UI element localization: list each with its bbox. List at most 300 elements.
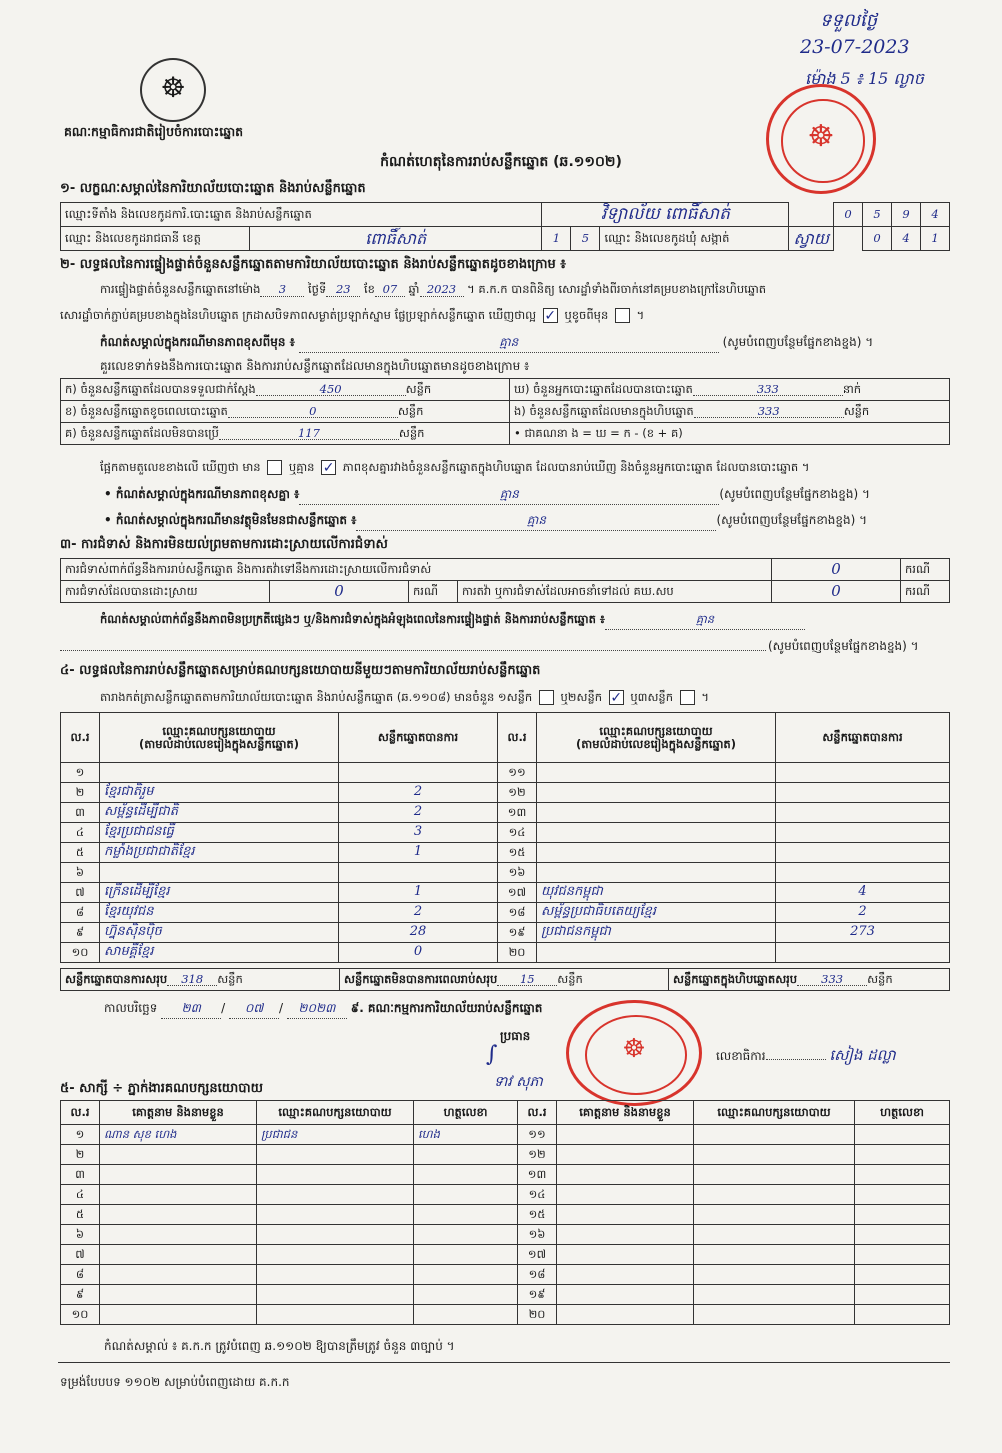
s4-opt2: ឬ២សន្លឹក	[560, 690, 603, 704]
party-cell-votes	[776, 863, 950, 883]
p6-label: • កំណត់សម្គាល់ក្នុងករណីមានភាពខុសគ្នា ៖	[104, 487, 300, 501]
witness-cell-no: ៥	[61, 1205, 100, 1225]
witness-cell-name	[100, 1145, 257, 1165]
witness-cell-sign	[855, 1125, 950, 1145]
unit-case: ករណី	[901, 581, 950, 603]
party-row	[61, 763, 950, 783]
witness-cell-no: ១២	[518, 1145, 557, 1165]
unit-sheet: សន្លឹក	[405, 381, 432, 396]
witness-cell-name	[100, 1205, 257, 1225]
count-row-kh	[61, 401, 510, 423]
w-col-no: ល.រ	[61, 1101, 100, 1125]
total-invalid-value: 15	[497, 973, 557, 987]
w-col-party: ឈ្មោះគណបក្សនយោបាយ	[694, 1101, 855, 1125]
witness-cell-party	[257, 1205, 414, 1225]
party-rows	[61, 763, 950, 963]
p5-text-a: ផ្អែកតាមតួលេខខាងលើ ឃើញថា មាន	[100, 460, 261, 474]
y-label: ឃ) ចំនួនអ្នកបោះឆ្នោតដែលបានបោះឆ្នោត	[514, 381, 693, 396]
witness-row	[61, 1285, 950, 1305]
witness-row	[61, 1225, 950, 1245]
p1-hour: 3	[260, 282, 304, 297]
witness-row	[61, 1185, 950, 1205]
witness-rows	[61, 1125, 950, 1325]
witness-row	[61, 1145, 950, 1165]
section5-title: ៥- សាក្សី ÷ ភ្នាក់ងារគណបក្សនយោបាយ	[60, 1081, 263, 1096]
p7-note: (សូមបំពេញបន្ថែមផ្នែកខាងខ្នង) ។	[716, 513, 868, 527]
party-cell-party: ក្រើនដើម្បីខ្មែរ	[100, 883, 339, 903]
witness-table	[60, 1100, 950, 1325]
witness-cell-name	[557, 1265, 694, 1285]
received-note: ទទួលថ្ងៃ	[820, 10, 878, 31]
witness-cell-no: ៧	[61, 1245, 100, 1265]
party-cell-party: សម្ព័ន្ធប្រជាធិបតេយ្យខ្មែរ	[537, 903, 776, 923]
party-cell-party: ខ្មែរប្រជាជនធ្វើ	[100, 823, 339, 843]
p1-day: 23	[326, 282, 360, 297]
objection-label: ការជំទាស់ពាក់ព័ន្ធនឹងការរាប់សន្លឹកឆ្នោត និងការតវ៉ាទៅនឹងការដោះស្រាយលើការជំទាស់	[61, 559, 772, 581]
witness-cell-sign	[414, 1285, 518, 1305]
party-row	[61, 783, 950, 803]
code-digit: 4	[921, 203, 950, 227]
col-party-title: ឈ្មោះគណបក្សនយោបាយ	[599, 723, 713, 738]
party-cell-votes	[339, 863, 498, 883]
total-invalid-label: សន្លឹកឆ្នោតមិនបានការពេលរាប់សរុប	[344, 971, 498, 986]
witness-cell-sign	[855, 1165, 950, 1185]
party-cell-votes: 3	[339, 823, 498, 843]
party-cell-party: ខ្មែរយុវជន	[100, 903, 339, 923]
k-label: ក) ចំនួនសន្លឹកឆ្នោតដែលបានទទួលជាក់ស្តែង	[65, 381, 256, 396]
w-col-no: ល.រ	[518, 1101, 557, 1125]
unit-sheet: សន្លឹក	[557, 971, 583, 986]
party-cell-no: ១៣	[498, 803, 537, 823]
code-digit: 1	[921, 227, 950, 251]
section3-title: ៣- ការជំទាស់ និងការមិនយល់ព្រមតាមការដោះស្រាយលើការជំទាស់	[60, 537, 388, 552]
witness-cell-sign	[855, 1285, 950, 1305]
witness-cell-sign	[414, 1145, 518, 1165]
w-col-party: ឈ្មោះគណបក្សនយោបាយ	[257, 1101, 414, 1125]
damaged-checkbox[interactable]	[615, 308, 630, 323]
appeal-label: ការតវ៉ា ឬការជំទាស់ដែលអាចនាំទៅដល់ គឃ.សប	[458, 581, 772, 603]
s3-label: កំណត់សម្គាល់ពាក់ព័ន្ធនឹងភាពមិនប្រក្រតីផ្សេងៗ ឬ/និងការជំទាស់ក្នុងអំឡុងពេលនៃការផ្ទៀងផ្ទាត់ និងការរាប់សន្លឹកឆ្នោត ៖	[100, 612, 605, 626]
party-cell-party	[537, 843, 776, 863]
official-stamp-top: ☸	[766, 84, 876, 194]
s3-value: គ្មាន	[605, 612, 805, 630]
witness-cell-no: ១៧	[518, 1245, 557, 1265]
section3-note: (សូមបំពេញបន្ថែមផ្នែកខាងខ្នង) ។	[768, 639, 919, 653]
ng-label: ង) ចំនួនសន្លឹកឆ្នោតដែលមានក្នុងហិបឆ្នោត	[514, 403, 694, 418]
col-party-title: ឈ្មោះគណបក្សនយោបាយ	[162, 723, 276, 738]
three-sheets-checkbox[interactable]	[680, 690, 695, 705]
unit-sheet: សន្លឹក	[217, 971, 243, 986]
party-cell-votes: 1	[339, 883, 498, 903]
party-row	[61, 843, 950, 863]
party-cell-party: កម្លាំងប្រជាជាតិខ្មែរ	[100, 843, 339, 863]
party-cell-votes	[776, 783, 950, 803]
p6-value: គ្មាន	[299, 486, 719, 505]
date-day: ២៣	[161, 1000, 221, 1019]
party-cell-votes: 2	[339, 903, 498, 923]
code-digit: 1	[542, 227, 571, 251]
witness-cell-party	[257, 1225, 414, 1245]
col-no: ល.រ	[498, 713, 537, 763]
witness-cell-sign	[855, 1225, 950, 1245]
party-row	[61, 943, 950, 963]
party-cell-votes	[776, 803, 950, 823]
witness-cell-party	[694, 1125, 855, 1145]
section2-paragraph5	[100, 460, 960, 477]
party-cell-party	[537, 863, 776, 883]
party-cell-no: ១៥	[498, 843, 537, 863]
p7-label: • កំណត់សម្គាល់ក្នុងករណីមានវត្ថុមិនមែនជាសន្លឹកឆ្នោត ៖	[104, 513, 357, 527]
g-label: គ) ចំនួនសន្លឹកឆ្នោតដែលមិនបានប្រើ	[65, 425, 219, 440]
party-cell-votes: 2	[339, 783, 498, 803]
total-box-label: សន្លឹកឆ្នោតក្នុងហិបឆ្នោតសរុប	[673, 971, 798, 986]
good-checkbox[interactable]: ✓	[544, 308, 557, 324]
col-party-sub: (តាមលំដាប់លេខរៀងក្នុងសន្លឹកឆ្នោត)	[576, 736, 736, 751]
party-cell-party: សម្ព័ន្ធដើម្បីជាតិ	[100, 803, 339, 823]
p3-note: (សូមបំពេញបន្ថែមផ្នែកខាងខ្នង) ។	[722, 335, 874, 349]
section4-title: ៤- លទ្ធផលនៃការរាប់សន្លឹកឆ្នោតសម្រាប់គណបក្សនយោបាយនីមួយៗតាមការិយាល័យរាប់សន្លឹកឆ្នោត	[60, 663, 541, 678]
witness-cell-sign	[855, 1265, 950, 1285]
witness-cell-party	[257, 1265, 414, 1285]
party-cell-votes: 4	[776, 883, 950, 903]
witness-cell-party	[694, 1205, 855, 1225]
witness-cell-party	[257, 1245, 414, 1265]
code-digit: 0	[834, 203, 863, 227]
p6-note: (សូមបំពេញបន្ថែមផ្នែកខាងខ្នង) ។	[719, 487, 870, 501]
witness-cell-sign	[855, 1205, 950, 1225]
date-label: កាលបរិច្ឆេទ	[104, 1001, 158, 1015]
party-row	[61, 863, 950, 883]
party-cell-no: ១៦	[498, 863, 537, 883]
chair-name: ទាវ សុភា	[494, 1074, 543, 1090]
section2-paragraph6	[104, 486, 870, 505]
w-col-name: គោត្តនាម និងនាមខ្លួន	[100, 1101, 257, 1125]
party-cell-no: ១០	[61, 943, 100, 963]
p1-text-b: ថ្ងៃទី	[308, 282, 327, 296]
unit-sheet: សន្លឹក	[867, 971, 893, 986]
party-cell-votes: 28	[339, 923, 498, 943]
party-cell-votes: 2	[776, 903, 950, 923]
witness-cell-party	[694, 1185, 855, 1205]
witness-row	[61, 1305, 950, 1325]
party-cell-no: ១៨	[498, 903, 537, 923]
witness-cell-party: ប្រជាជន	[257, 1125, 414, 1145]
witness-cell-name	[100, 1165, 257, 1185]
party-cell-no: ១	[61, 763, 100, 783]
party-cell-no: ៣	[61, 803, 100, 823]
p5-text-b: ឬគ្មាន	[288, 460, 315, 474]
party-cell-no: ៦	[61, 863, 100, 883]
unit-sheet: សន្លឹក	[397, 403, 424, 418]
p2-text: សោរដ្ឋាំចាក់ភ្ជាប់គម្របខាងក្នុងនៃហិបឆ្នោត ក្រដាសបិទភាពសម្ងាត់ប្រឡាក់ស្នាម ផ្លែប្រឡាក់សន្លឹកឆ្នោត ឃើញថាល្អ	[60, 308, 537, 322]
page-title: កំណត់ហេតុនៃការរាប់សន្លឹកឆ្នោត (ឆ.១១០២)	[380, 154, 622, 170]
section1-row2-label-b: ឈ្មោះ និងលេខកូដឃុំ សង្កាត់	[600, 227, 789, 251]
witness-cell-party	[694, 1285, 855, 1305]
code-digit: 4	[892, 227, 921, 251]
section3-dotline	[60, 650, 766, 651]
secretary-label: លេខាធិការ	[716, 1049, 766, 1063]
count-row-ng	[510, 401, 950, 423]
secretary	[716, 1046, 896, 1068]
p1-text-e: ។ គ.ក.ក បានពិនិត្យ សោរដ្ឋាំទាំងពីរចាក់នៅគម្របខាងក្រៅនៃហិបឆ្នោត	[467, 282, 767, 296]
witness-cell-sign	[855, 1245, 950, 1265]
date-year: ២០២៣	[287, 1000, 347, 1019]
witness-cell-no: ៤	[61, 1185, 100, 1205]
party-cell-party	[537, 823, 776, 843]
witness-cell-name	[557, 1185, 694, 1205]
section2-paragraph1	[100, 282, 960, 299]
col-votes: សន្លឹកឆ្នោតបានការ	[776, 713, 950, 763]
witness-cell-name	[557, 1285, 694, 1305]
section1-row1-label: ឈ្មោះទីតាំង និងលេខកូដការិ.បោះឆ្នោត និងរាប់សន្លឹកឆ្នោត	[61, 203, 542, 227]
witness-cell-name	[100, 1265, 257, 1285]
code-digit: 5	[571, 227, 600, 251]
witness-cell-name: ណាន សុខ ហេង	[100, 1125, 257, 1145]
party-row	[61, 803, 950, 823]
witness-cell-no: ២	[61, 1145, 100, 1165]
footer-divider	[58, 1362, 950, 1363]
witness-row	[61, 1245, 950, 1265]
section1-row2-value: ពោធិ៍សាត់	[250, 227, 542, 251]
party-cell-party	[537, 783, 776, 803]
col-party	[537, 713, 776, 763]
p1-text-a: ការផ្ទៀងផ្ទាត់ចំនួនសន្លឹកឆ្នោតនៅម៉ោង	[100, 282, 261, 296]
ng-value: 333	[694, 405, 844, 419]
witness-cell-name	[557, 1245, 694, 1265]
col-party	[100, 713, 339, 763]
party-results-table	[60, 712, 950, 963]
count-row-k	[61, 379, 510, 401]
section1-table	[60, 202, 950, 251]
witness-cell-no: ២០	[518, 1305, 557, 1325]
witness-cell-no: ៣	[61, 1165, 100, 1185]
witness-cell-party	[694, 1225, 855, 1245]
section3-table	[60, 558, 950, 603]
witness-row	[61, 1265, 950, 1285]
witness-cell-party	[694, 1305, 855, 1325]
count-row-y	[510, 379, 950, 401]
witness-cell-no: ១០	[61, 1305, 100, 1325]
received-date: 23-07-2023	[800, 36, 910, 58]
party-cell-votes: 2	[339, 803, 498, 823]
total-invalid	[340, 969, 669, 991]
section2-counts-table	[60, 378, 950, 445]
witness-cell-party	[694, 1265, 855, 1285]
unit-sheet: សន្លឹក	[843, 403, 870, 418]
witness-cell-sign	[855, 1185, 950, 1205]
party-cell-party: យុវជនកម្ពុជា	[537, 883, 776, 903]
k-value: 450	[256, 383, 406, 397]
section1-title: ១- លក្ខណៈសម្គាល់នៃការិយាល័យបោះឆ្នោត និងរាប់សន្លឹកឆ្នោត	[60, 181, 366, 196]
footnote: កំណត់សម្គាល់ ៖ គ.ក.ក ត្រូវបំពេញ ឆ.១១០២ ឱ្យបានត្រឹមត្រូវ ចំនួន ៣ច្បាប់ ។	[104, 1339, 455, 1353]
party-cell-no: ១៧	[498, 883, 537, 903]
witness-cell-no: ៩	[61, 1285, 100, 1305]
witness-cell-name	[100, 1225, 257, 1245]
one-sheet-checkbox[interactable]	[539, 690, 554, 705]
section2-paragraph2: សោរដ្ឋាំចាក់ភ្ជាប់គម្របខាងក្នុងនៃហិបឆ្នោត ក្រដាសបិទភាពសម្ងាត់ប្រឡាក់ស្នាម ផ្លែប្រឡាក់សន្លឹកឆ្នោត ឃើញថាល្អ ✓ ឬខូចពីមុន ។	[60, 308, 645, 324]
total-box	[669, 969, 950, 991]
witness-cell-no: ១	[61, 1125, 100, 1145]
p5-text-c: ភាពខុសគ្នារវាងចំនួនសន្លឹកឆ្នោតក្នុងហិបឆ្នោត ដែលបានរាប់ឃើញ និងចំនួនអ្នកបោះឆ្នោត ដែលបានបោះឆ្នោត ។	[342, 460, 810, 474]
date-suffix: ៩. គណៈកម្មការការិយាល័យរាប់សន្លឹកឆ្នោត	[350, 1001, 543, 1015]
witness-cell-name	[100, 1185, 257, 1205]
witness-cell-sign	[414, 1265, 518, 1285]
witness-cell-name	[557, 1305, 694, 1325]
witness-cell-no: ១៤	[518, 1185, 557, 1205]
resolved-value: 0	[270, 581, 409, 603]
witness-cell-party	[694, 1165, 855, 1185]
y-value: 333	[693, 383, 843, 397]
party-row	[61, 823, 950, 843]
col-party-sub: (តាមលំដាប់លេខរៀងក្នុងសន្លឹកឆ្នោត)	[139, 736, 299, 751]
objection-value: 0	[772, 559, 901, 581]
party-row	[61, 923, 950, 943]
party-cell-no: ២	[61, 783, 100, 803]
witness-cell-no: ១៨	[518, 1265, 557, 1285]
witness-cell-party	[257, 1145, 414, 1165]
has-difference-checkbox[interactable]	[267, 460, 282, 475]
party-cell-party	[537, 763, 776, 783]
section4-intro: តារាងកត់ត្រាសន្លឹកឆ្នោតតាមការិយាល័យបោះឆ្នោត និងរាប់សន្លឹកឆ្នោត (ឆ.១១០៨) មានចំនួន ១សន្លឹក ឬ២សន្លឹក ✓ ឬ៣សន្លឹក ។	[100, 690, 709, 706]
section1-row1-value: វិទ្យាល័យ ពោធិ៍សាត់	[542, 203, 789, 227]
section2-title: ២- លទ្ធផលនៃការផ្ទៀងផ្ទាត់ចំនួនសន្លឹកឆ្នោតតាមការិយាល័យបោះឆ្នោត និងរាប់សន្លឹកឆ្នោតដូចខាងក្រោម ៖	[60, 257, 566, 272]
chair-label: ប្រធាន	[500, 1029, 531, 1043]
chair-signature-icon: ∫	[486, 1042, 498, 1067]
witness-cell-no: ៦	[61, 1225, 100, 1245]
p3-label: កំណត់សម្គាល់ក្នុងករណីមានភាពខុសពីមុន ៖	[100, 335, 295, 349]
party-cell-votes	[776, 763, 950, 783]
section1-row2-value-b: ស្វាយ	[789, 227, 834, 251]
unit-case: ករណី	[409, 581, 458, 603]
kh-value: 0	[228, 405, 398, 419]
witness-cell-sign	[855, 1145, 950, 1165]
code-digit: 0	[863, 227, 892, 251]
formula: • ជាគណនា ង = ឃ = ក - (ខ + គ)	[510, 423, 950, 445]
witness-row	[61, 1125, 950, 1145]
witness-cell-party	[257, 1305, 414, 1325]
col-no: ល.រ	[61, 713, 100, 763]
w-col-sign: ហត្ថលេខា	[855, 1101, 950, 1125]
party-cell-party	[100, 863, 339, 883]
witness-cell-sign: ហេង	[414, 1125, 518, 1145]
witness-cell-no: ១៥	[518, 1205, 557, 1225]
p1-month: 07	[375, 282, 405, 297]
p3-value: គ្មាន	[299, 334, 719, 353]
unit-sheet: សន្លឹក	[398, 425, 425, 440]
s4-intro-text: តារាងកត់ត្រាសន្លឹកឆ្នោតតាមការិយាល័យបោះឆ្នោត និងរាប់សន្លឹកឆ្នោត (ឆ.១១០៨) មានចំនួន ១សន្លឹក	[100, 690, 533, 704]
party-cell-party	[100, 763, 339, 783]
party-row	[61, 883, 950, 903]
witness-cell-no: ១១	[518, 1125, 557, 1145]
party-cell-no: ២០	[498, 943, 537, 963]
witness-cell-no: ១៩	[518, 1285, 557, 1305]
witness-cell-name	[557, 1165, 694, 1185]
p2-or: ឬខូចពីមុន	[564, 308, 609, 322]
party-cell-no: ៩	[61, 923, 100, 943]
witness-cell-name	[100, 1285, 257, 1305]
party-cell-votes: 1	[339, 843, 498, 863]
witness-cell-party	[694, 1245, 855, 1265]
two-sheets-checkbox[interactable]: ✓	[610, 690, 623, 706]
party-cell-votes	[339, 763, 498, 783]
party-cell-no: ៧	[61, 883, 100, 903]
witness-cell-sign	[414, 1225, 518, 1245]
p1-text-c: ខែ	[363, 282, 375, 296]
kh-label: ខ) ចំនួនសន្លឹកឆ្នោតខូចពេលបោះឆ្នោត	[65, 403, 228, 418]
party-cell-votes	[776, 823, 950, 843]
section2-paragraph7	[104, 512, 867, 531]
party-cell-no: ៨	[61, 903, 100, 923]
p1-text-d: ឆ្នាំ	[408, 282, 420, 296]
party-cell-no: ១៤	[498, 823, 537, 843]
total-valid	[61, 969, 340, 991]
witness-row	[61, 1205, 950, 1225]
party-cell-votes: 273	[776, 923, 950, 943]
total-valid-value: 318	[167, 973, 217, 987]
form-note: ទម្រង់បែបបទ ១១០២ សម្រាប់បំពេញដោយ គ.ក.ក	[60, 1375, 290, 1389]
appeal-value: 0	[772, 581, 901, 603]
witness-cell-sign	[414, 1305, 518, 1325]
party-cell-votes	[776, 943, 950, 963]
party-cell-no: ១៩	[498, 923, 537, 943]
party-cell-party	[537, 943, 776, 963]
witness-cell-name	[100, 1245, 257, 1265]
p1-year: 2023	[420, 282, 464, 297]
total-box-value: 333	[797, 973, 867, 987]
witness-cell-no: ១៣	[518, 1165, 557, 1185]
witness-cell-sign	[855, 1305, 950, 1325]
party-totals-table	[60, 968, 950, 991]
total-valid-label: សន្លឹកឆ្នោតបានការសរុប	[65, 971, 168, 986]
party-cell-votes: 0	[339, 943, 498, 963]
section3-paragraph	[100, 612, 805, 630]
section1-row2-label: ឈ្មោះ និងលេខកូដរាជធានី ខេត្ត	[61, 227, 250, 251]
witness-row	[61, 1165, 950, 1185]
resolved-label: ការជំទាស់ដែលបានដោះស្រាយ	[61, 581, 270, 603]
no-difference-checkbox[interactable]: ✓	[322, 460, 335, 476]
witness-cell-name	[557, 1225, 694, 1245]
party-cell-no: ១១	[498, 763, 537, 783]
party-cell-party: ប្រជាជនកម្ពុជា	[537, 923, 776, 943]
nec-emblem-icon: ☸	[140, 58, 206, 122]
party-cell-no: ៤	[61, 823, 100, 843]
party-cell-party: ខ្មែរជាតិរួម	[100, 783, 339, 803]
party-cell-no: ៥	[61, 843, 100, 863]
unit-case: ករណី	[901, 559, 950, 581]
witness-cell-party	[257, 1285, 414, 1305]
witness-cell-party	[257, 1165, 414, 1185]
party-cell-no: ១២	[498, 783, 537, 803]
witness-cell-party	[694, 1145, 855, 1165]
count-row-g	[61, 423, 510, 445]
witness-cell-no: ១៦	[518, 1225, 557, 1245]
party-row	[61, 903, 950, 923]
witness-cell-name	[100, 1305, 257, 1325]
witness-cell-name	[557, 1205, 694, 1225]
secretary-name: សៀង ដល្លា	[829, 1046, 896, 1064]
section2-paragraph4: គួរលេខទាក់ទងនឹងការបោះឆ្នោត និងការរាប់សន្លឹកឆ្នោតដែលមានក្នុងហិបឆ្នោតមានដូចខាងក្រោម ៖	[100, 359, 530, 373]
w-col-sign: ហត្ថលេខា	[414, 1101, 518, 1125]
col-votes: សន្លឹកឆ្នោតបានការ	[339, 713, 498, 763]
received-time: ម៉ោង 5 ៖ 15 ល្ងាច	[805, 69, 924, 88]
witness-cell-sign	[414, 1185, 518, 1205]
committee-name: គណៈកម្មាធិការជាតិរៀបចំការបោះឆ្នោត	[64, 124, 244, 139]
party-cell-votes	[776, 843, 950, 863]
code-digit: 9	[892, 203, 921, 227]
witness-cell-name	[557, 1125, 694, 1145]
witness-cell-no: ៨	[61, 1265, 100, 1285]
witness-cell-party	[257, 1185, 414, 1205]
